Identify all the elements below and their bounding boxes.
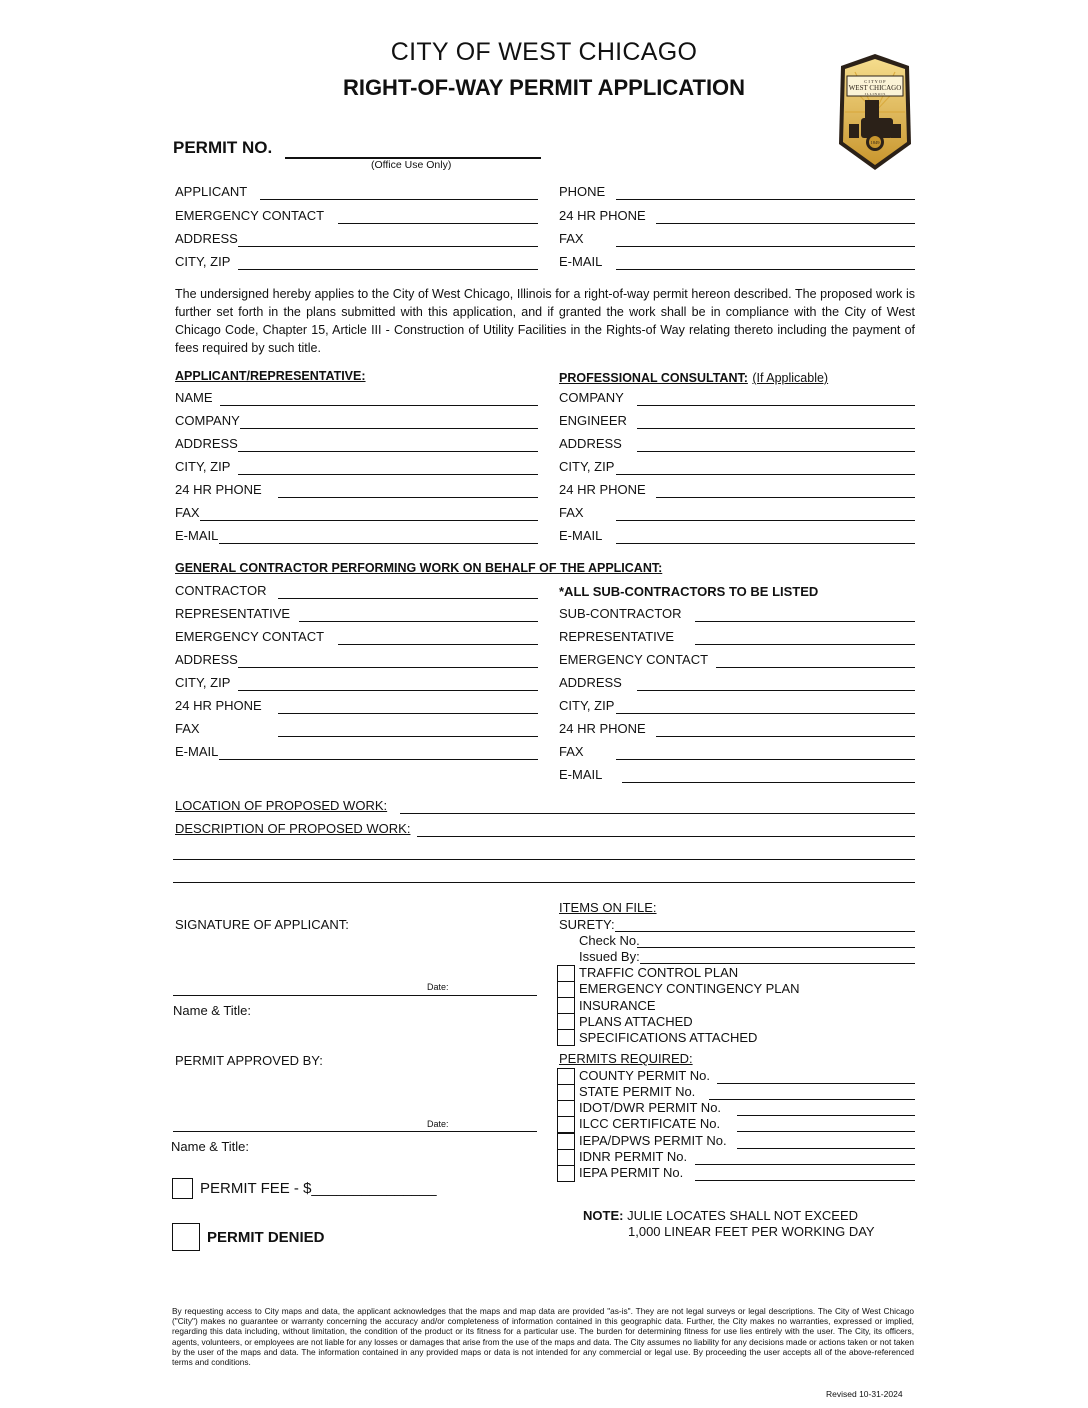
contractor-emergency-field[interactable]: EMERGENCY CONTACT [175, 629, 538, 645]
description-field[interactable]: DESCRIPTION OF PROPOSED WORK: [175, 821, 915, 837]
rep-address-field[interactable]: ADDRESS [175, 436, 538, 452]
permit-denied-label: PERMIT DENIED [207, 1229, 325, 1246]
rep-city-zip-field[interactable]: CITY, ZIP [175, 459, 538, 475]
city-name: CITY OF WEST CHICAGO [390, 38, 698, 66]
fax-field[interactable]: FAX [559, 231, 915, 247]
permit-no-label: PERMIT NO. [173, 138, 273, 157]
rep-name-field[interactable]: NAME [175, 390, 538, 406]
sub-address-field[interactable]: ADDRESS [559, 675, 915, 691]
sub-24hr-phone-field[interactable]: 24 HR PHONE [559, 721, 915, 737]
subcontractor-heading: *ALL SUB-CONTRACTORS TO BE LISTED [559, 584, 819, 599]
iepa-permit-checkbox[interactable] [557, 1165, 575, 1182]
note-label: NOTE: [583, 1208, 624, 1223]
contractor-field[interactable]: CONTRACTOR [175, 583, 538, 599]
intro-paragraph: The undersigned hereby applies to the City of West Chicago, Illinois for a right-of-way permit hereon described. The proposed work is further set forth in the plans submitted with this application, and if granted the work shall be in compliance with the City of West Chicago Code, Chapter 15, Article III - Construction of Utility Facilities in the Rights-of Way relating thereto including the payment of fees required by such title. [175, 287, 915, 355]
consultant-company-field[interactable]: COMPANY [559, 390, 915, 406]
insurance-checkbox[interactable] [557, 997, 575, 1014]
insurance-label: INSURANCE [579, 998, 656, 1013]
emergency-plan-checkbox[interactable] [557, 981, 575, 998]
consultant-address-field[interactable]: ADDRESS [559, 436, 915, 452]
city-seal-logo [835, 52, 915, 172]
emergency-plan-label: EMERGENCY CONTINGENCY PLAN [579, 981, 800, 996]
location-field[interactable]: LOCATION OF PROPOSED WORK: [175, 798, 915, 814]
approved-by-label: PERMIT APPROVED BY: [175, 1053, 323, 1068]
state-permit-checkbox[interactable] [557, 1084, 575, 1101]
county-permit-checkbox[interactable] [557, 1068, 575, 1085]
sub-fax-field[interactable]: FAX [559, 744, 915, 760]
phone-field[interactable]: PHONE [559, 184, 915, 200]
contractor-heading: GENERAL CONTRACTOR PERFORMING WORK ON BEHALF OF THE APPLICANT: [175, 561, 663, 575]
form-title: RIGHT-OF-WAY PERMIT APPLICATION [342, 75, 746, 100]
contractor-fax-field[interactable]: FAX [175, 721, 538, 737]
check-no-line[interactable] [637, 947, 915, 948]
check-no-label: Check No. [579, 933, 640, 948]
svg-text:1849: 1849 [870, 140, 880, 145]
contractor-email-field[interactable]: E-MAIL [175, 744, 538, 760]
applicant-signature-line[interactable] [173, 995, 537, 996]
surety-line[interactable] [615, 931, 915, 932]
consultant-email-field[interactable]: E-MAIL [559, 528, 915, 544]
svg-text:I L L I N O I S: I L L I N O I S [864, 92, 886, 96]
plans-attached-label: PLANS ATTACHED [579, 1014, 693, 1029]
iepa-dpws-field[interactable]: IEPA/DPWS PERMIT No. [579, 1133, 915, 1149]
svg-text:WEST CHICAGO: WEST CHICAGO [848, 84, 902, 92]
approver-signature-line[interactable] [173, 1131, 537, 1132]
rep-24hr-phone-field[interactable]: 24 HR PHONE [175, 482, 538, 498]
consultant-heading-note: (If Applicable) [752, 371, 829, 385]
sub-emergency-field[interactable]: EMERGENCY CONTACT [559, 652, 915, 668]
traffic-control-checkbox[interactable] [557, 965, 575, 982]
contractor-city-zip-field[interactable]: CITY, ZIP [175, 675, 538, 691]
ilcc-certificate-checkbox[interactable] [557, 1116, 575, 1133]
contractor-rep-field[interactable]: REPRESENTATIVE [175, 606, 538, 622]
description-line-3[interactable] [173, 882, 915, 883]
county-permit-field[interactable]: COUNTY PERMIT No. [579, 1068, 915, 1084]
consultant-engineer-field[interactable]: ENGINEER [559, 413, 915, 429]
consultant-fax-field[interactable]: FAX [559, 505, 915, 521]
julie-note [583, 1208, 858, 1223]
permit-fee-checkbox[interactable] [172, 1178, 193, 1199]
contractor-address-field[interactable]: ADDRESS [175, 652, 538, 668]
sub-rep-field[interactable]: REPRESENTATIVE [559, 629, 915, 645]
signature-applicant-label: SIGNATURE OF APPLICANT: [175, 917, 349, 932]
traffic-control-label: TRAFFIC CONTROL PLAN [579, 965, 739, 980]
subcontractor-field[interactable]: SUB-CONTRACTOR [559, 606, 915, 622]
revised-date: Revised 10-31-2024 [826, 1389, 903, 1399]
surety-label: SURETY: [559, 917, 615, 932]
applicant-rep-heading: APPLICANT/REPRESENTATIVE: [175, 369, 366, 383]
consultant-heading: PROFESSIONAL CONSULTANT: (If Applicable) [559, 371, 829, 385]
consultant-24hr-phone-field[interactable]: 24 HR PHONE [559, 482, 915, 498]
rep-fax-field[interactable]: FAX [175, 505, 538, 521]
applicant-field[interactable]: APPLICANT [175, 184, 538, 200]
consultant-city-zip-field[interactable]: CITY, ZIP [559, 459, 915, 475]
ilcc-certificate-field[interactable]: ILCC CERTIFICATE No. [579, 1116, 915, 1132]
issued-by-label: Issued By: [579, 949, 640, 964]
issued-by-line[interactable] [640, 963, 915, 964]
items-on-file-heading: ITEMS ON FILE: [559, 900, 657, 915]
svg-text:C I T Y O F: C I T Y O F [864, 79, 886, 84]
idnr-permit-checkbox[interactable] [557, 1149, 575, 1166]
idot-permit-field[interactable]: IDOT/DWR PERMIT No. [579, 1100, 915, 1116]
permit-fee-label: PERMIT FEE - $_______________ [200, 1180, 437, 1197]
specifications-label: SPECIFICATIONS ATTACHED [579, 1030, 758, 1045]
office-use-note: (Office Use Only) [371, 159, 452, 171]
permits-required-heading: PERMITS REQUIRED: [559, 1051, 693, 1066]
iepa-dpws-checkbox[interactable] [557, 1133, 575, 1150]
rep-email-field[interactable]: E-MAIL [175, 528, 538, 544]
description-line-2[interactable] [173, 859, 915, 860]
city-zip-field[interactable]: CITY, ZIP [175, 254, 538, 270]
note-line-2: 1,000 LINEAR FEET PER WORKING DAY [628, 1224, 875, 1239]
emergency-contact-field[interactable]: EMERGENCY CONTACT [175, 208, 538, 224]
idnr-permit-field[interactable]: IDNR PERMIT No. [579, 1149, 915, 1165]
approved-date-label: Date: [427, 1119, 449, 1129]
sub-email-field[interactable]: E-MAIL [559, 767, 915, 783]
approver-name-title-label: Name & Title: [171, 1139, 250, 1154]
name-title-label: Name & Title: [173, 1003, 252, 1018]
rep-company-field[interactable]: COMPANY [175, 413, 538, 429]
sub-city-zip-field[interactable]: CITY, ZIP [559, 698, 915, 714]
contractor-24hr-phone-field[interactable]: 24 HR PHONE [175, 698, 538, 714]
email-field[interactable]: E-MAIL [559, 254, 915, 270]
specifications-checkbox[interactable] [557, 1029, 575, 1046]
address-field[interactable]: ADDRESS [175, 231, 538, 247]
disclaimer-text: By requesting access to City maps and data, the applicant acknowledges that the maps and map data are provided "as-is". They are not legal surveys or legal descriptions. The City of West Chicago ("City") makes no guarantee or warranty concerning the accuracy and/or completeness of information contained in this geographic data. Further, the City makes no warranties, expressed or implied, regarding this data including, without limitation, the condition of the product or its fitness for a particular use. The burden for determining fitness for use lies entirely with the user. The City, its officers, agents, volunteers, or employees are not liable for any losses or damages that arise from the use of the maps and data. The City assumes no liability for any decisions made or actions taken or not taken by the user of the maps and data. The information contained in any provided maps or data is not intended for any commercial or legal use. By proceeding the user accepts all of the above-referenced terms and conditions. [172, 1306, 914, 1368]
state-permit-field[interactable]: STATE PERMIT No. [579, 1084, 915, 1100]
permit-denied-checkbox[interactable] [172, 1223, 200, 1251]
idot-permit-checkbox[interactable] [557, 1100, 575, 1117]
iepa-permit-field[interactable]: IEPA PERMIT No. [579, 1165, 915, 1181]
note-line-1: JULIE LOCATES SHALL NOT EXCEED [627, 1208, 859, 1223]
24hr-phone-field[interactable]: 24 HR PHONE [559, 208, 915, 224]
signature-date-label: Date: [427, 982, 449, 992]
plans-attached-checkbox[interactable] [557, 1013, 575, 1030]
